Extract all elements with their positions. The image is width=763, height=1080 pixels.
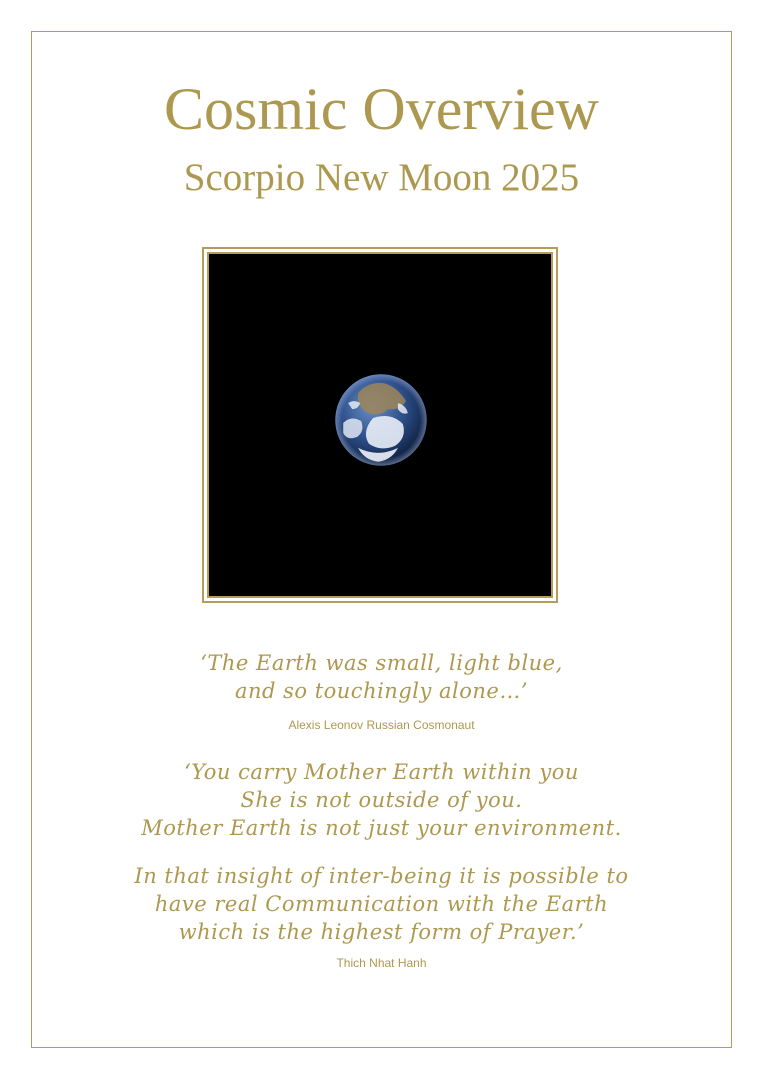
quote-line: Mother Earth is not just your environment. [141, 816, 622, 840]
earth-photo [207, 252, 553, 598]
earth-photo-frame [202, 247, 558, 603]
quote-line: which is the highest form of Prayer.’ [178, 920, 585, 944]
page-subtitle: Scorpio New Moon 2025 [183, 156, 580, 199]
quote-attribution: Thich Nhat Hanh [336, 956, 427, 970]
quote-attribution: Alexis Leonov Russian Cosmonaut [288, 718, 475, 732]
quote-line: She is not outside of you. [240, 788, 523, 812]
earth-icon [209, 254, 551, 596]
quote-thich-nhat-hanh-part2 [0, 862, 763, 946]
quote-line: ‘You carry Mother Earth within you [184, 760, 579, 784]
quote-leonov [0, 649, 763, 705]
page-title: Cosmic Overview [164, 76, 599, 142]
quote-line: and so touchingly alone…’ [234, 679, 529, 703]
quote-line: have real Communication with the Earth [154, 892, 609, 916]
quote-line: ‘The Earth was small, light blue, [200, 651, 563, 675]
quote-thich-nhat-hanh-part1 [0, 758, 763, 842]
quote-line: In that insight of inter-being it is possible to [134, 864, 629, 888]
